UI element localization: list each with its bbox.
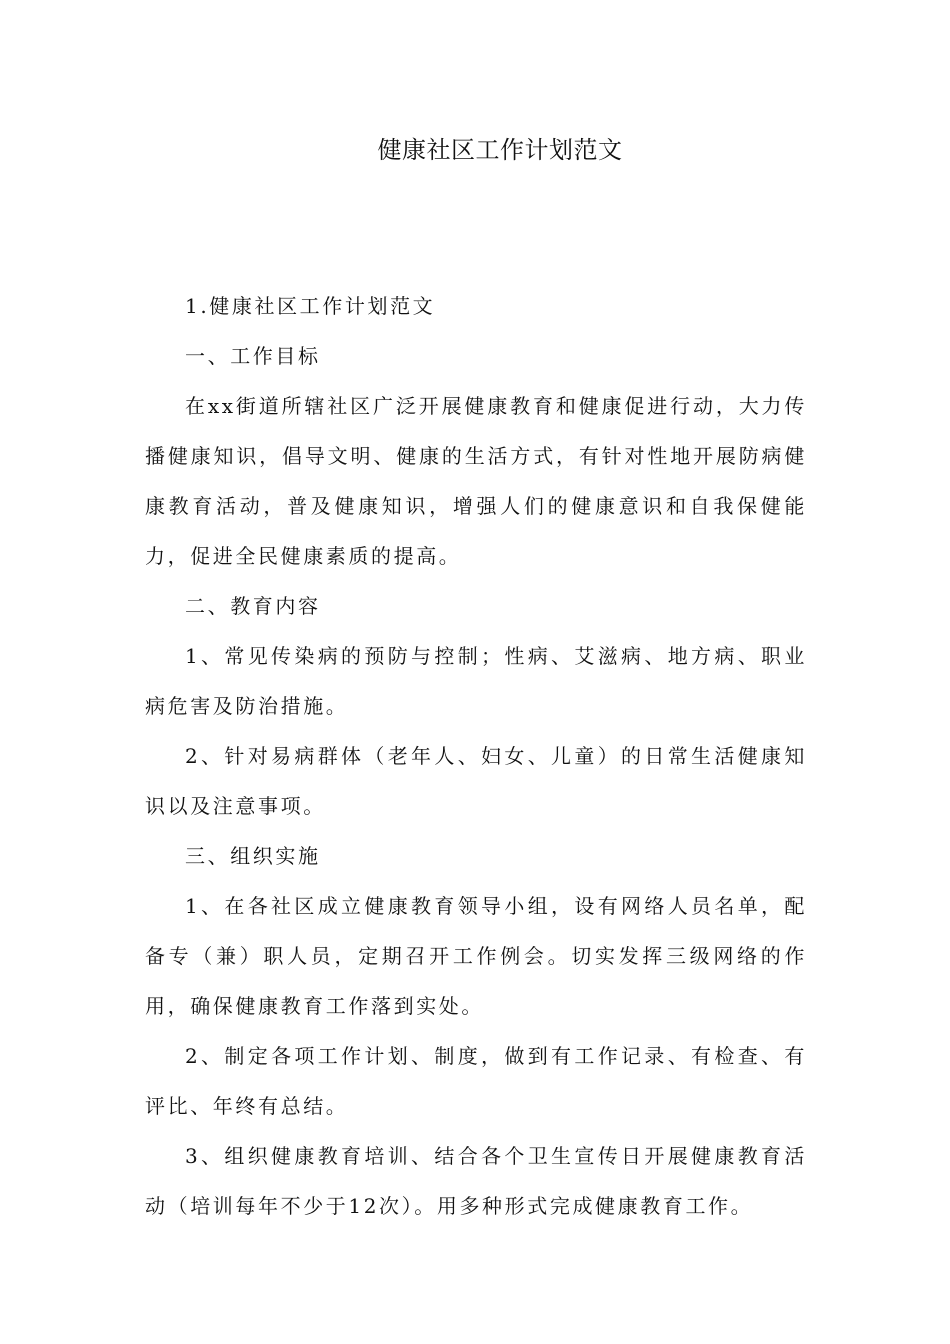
paragraph-content-item-2: 2、针对易病群体（老年人、妇女、儿童）的日常生活健康知识以及注意事项。 — [145, 744, 807, 818]
paragraph-goal-heading: 一、工作目标 — [185, 344, 321, 368]
paragraph-content-heading: 二、教育内容 — [185, 594, 321, 618]
paragraph-section-heading: 1.健康社区工作计划范文 — [185, 294, 436, 318]
paragraph-implementation-item-2: 2、制定各项工作计划、制度，做到有工作记录、有检查、有评比、年终有总结。 — [145, 1044, 807, 1118]
paragraph-goal-text: 在xx街道所辖社区广泛开展健康教育和健康促进行动，大力传播健康知识，倡导文明、健康的生活方式，有针对性地开展防病健康教育活动，普及健康知识，增强人们的健康意识和自我保健能力，促进全民健康素质的提高。 — [145, 394, 807, 568]
paragraph-implementation-item-1: 1、在各社区成立健康教育领导小组，设有网络人员名单，配备专（兼）职人员，定期召开工作例会。切实发挥三级网络的作用，确保健康教育工作落到实处。 — [145, 894, 807, 1018]
paragraph-content-item-1: 1、常见传染病的预防与控制；性病、艾滋病、地方病、职业病危害及防治措施。 — [145, 644, 807, 718]
paragraph-implementation-heading: 三、组织实施 — [185, 844, 321, 868]
document-body — [145, 281, 807, 1231]
document-title: 健康社区工作计划范文 — [377, 136, 623, 164]
paragraph-implementation-item-3: 3、组织健康教育培训、结合各个卫生宣传日开展健康教育活动（培训每年不少于12次）。用多种形式完成健康教育工作。 — [145, 1144, 807, 1218]
